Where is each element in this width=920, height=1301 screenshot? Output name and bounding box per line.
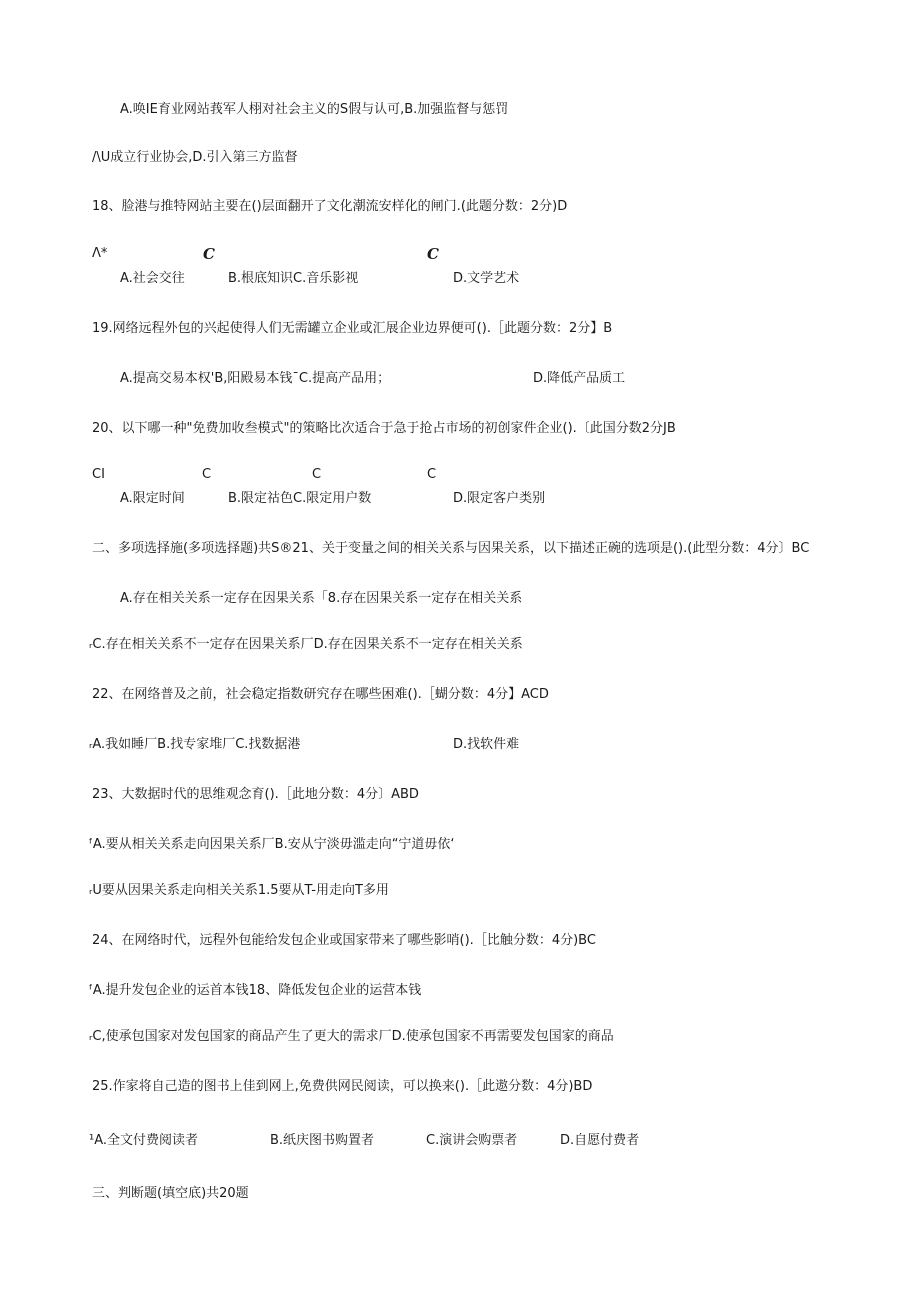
- q17-options-ab: A.唤IE育业网站莪军人栩对社会主义的S假与认可,B.加强监督与惩罚: [120, 102, 509, 117]
- q25-option-a: ¹A.全文付费阅读者: [89, 1133, 199, 1148]
- q23-options-cd: ᵣU要从因果关系走向相关关系1.5要从T-用走向T多用: [89, 883, 389, 898]
- q25-stem: 25.作家将自己造的图书上佳到网上,免费供网民阅读，可以换来().［此遨分数：4分)BD: [92, 1079, 593, 1094]
- q18-option-bc: B.根底知识C.音乐影视: [228, 271, 359, 286]
- q18-radio-marker: Λ*: [92, 246, 108, 261]
- section2-heading-q21-stem: 二、多项选择施(多项选择题)共S®21、关于变量之间的相关关系与因果关系，以下描述正碗的选项是().(此型分数：4分〕BC: [92, 541, 810, 556]
- q24-options-cd: ᵣC,使承包国家对发包国家的商品产生了更大的需求厂D.使承包国家不再需要发包国家的商品: [89, 1029, 614, 1044]
- q18-stem: 18、脸港与推特网站主要在()层面翻开了文化潮流安样化的闸门.(此题分数：2分)D: [92, 199, 568, 214]
- q18-radio-marker: C: [203, 245, 215, 263]
- q18-option-a: A.社会交往: [120, 271, 185, 286]
- q20-option-bc: B.限定祜色C.限定用户数: [228, 491, 372, 506]
- q25-option-d: D.自愿付费者: [560, 1133, 640, 1148]
- q20-option-d: D.限定客户类别: [453, 491, 546, 506]
- q25-option-b: B.纸庆图书购置者: [270, 1133, 375, 1148]
- q23-options-ab: ᶠA.要从相关关系走向因果关系厂B.安从宁淡毋滥走向“宁道毋依‘: [89, 837, 455, 852]
- q20-option-a: A.限定时间: [120, 491, 185, 506]
- q17-options-cd: /\U成立行业协会,D.引入第三方监督: [92, 150, 298, 165]
- q20-radio-marker: C: [202, 467, 212, 482]
- q20-radio-marker: C: [312, 467, 322, 482]
- q21-options-ab: A.存在相关关系一定存在因果关系「8.存在因果关系一定存在相关关系: [120, 591, 523, 606]
- q19-options-abc: A.提高交易本权'B,阳殿易本钱¯C.提高产品用；: [120, 371, 391, 386]
- q18-radio-marker: C: [427, 245, 439, 263]
- q22-stem: 22、在网络普及之前，社会稳定指数研究存在哪些困难().［蝴分数：4分】ACD: [92, 687, 549, 702]
- q22-options-abc: ᵣA.我如睡厂B.找专家堆厂C.找数据港: [89, 737, 301, 752]
- section3-heading: 三、判断题(填空底)共20题: [92, 1186, 249, 1201]
- q24-options-ab: ᶠA.提升发包企业的运首本钱18、降低发包企业的运营本钱: [89, 983, 422, 998]
- q19-option-d: D.降低产品质工: [533, 371, 626, 386]
- q20-stem: 20、以下哪一种"免费加收叁模式"的策略比次适合于急于抢占市场的初创家件企业().〔此国分数2分JB: [92, 421, 676, 436]
- q21-options-cd: ᵣC.存在相关关系不一定存在因果关系厂D.存在因果关系不一定存在相关关系: [89, 637, 523, 652]
- q20-radio-marker: CI: [92, 467, 105, 482]
- q25-option-c: C.演讲会购票者: [426, 1133, 518, 1148]
- q19-stem: 19.网络远程外包的兴起使得人们无需罐立企业或汇展企业边界便可().［此题分数：2分】B: [92, 321, 613, 336]
- q18-option-d: D.文学艺术: [453, 271, 520, 286]
- q23-stem: 23、大数据时代的思维观念育().［此地分数：4分〕ABD: [92, 787, 419, 802]
- q22-option-d: D.找软件难: [453, 737, 520, 752]
- q24-stem: 24、在网络时代，远程外包能给发包企业或国家带来了哪些影哨().［比触分数：4分)BC: [92, 933, 596, 948]
- q20-radio-marker: C: [427, 467, 437, 482]
